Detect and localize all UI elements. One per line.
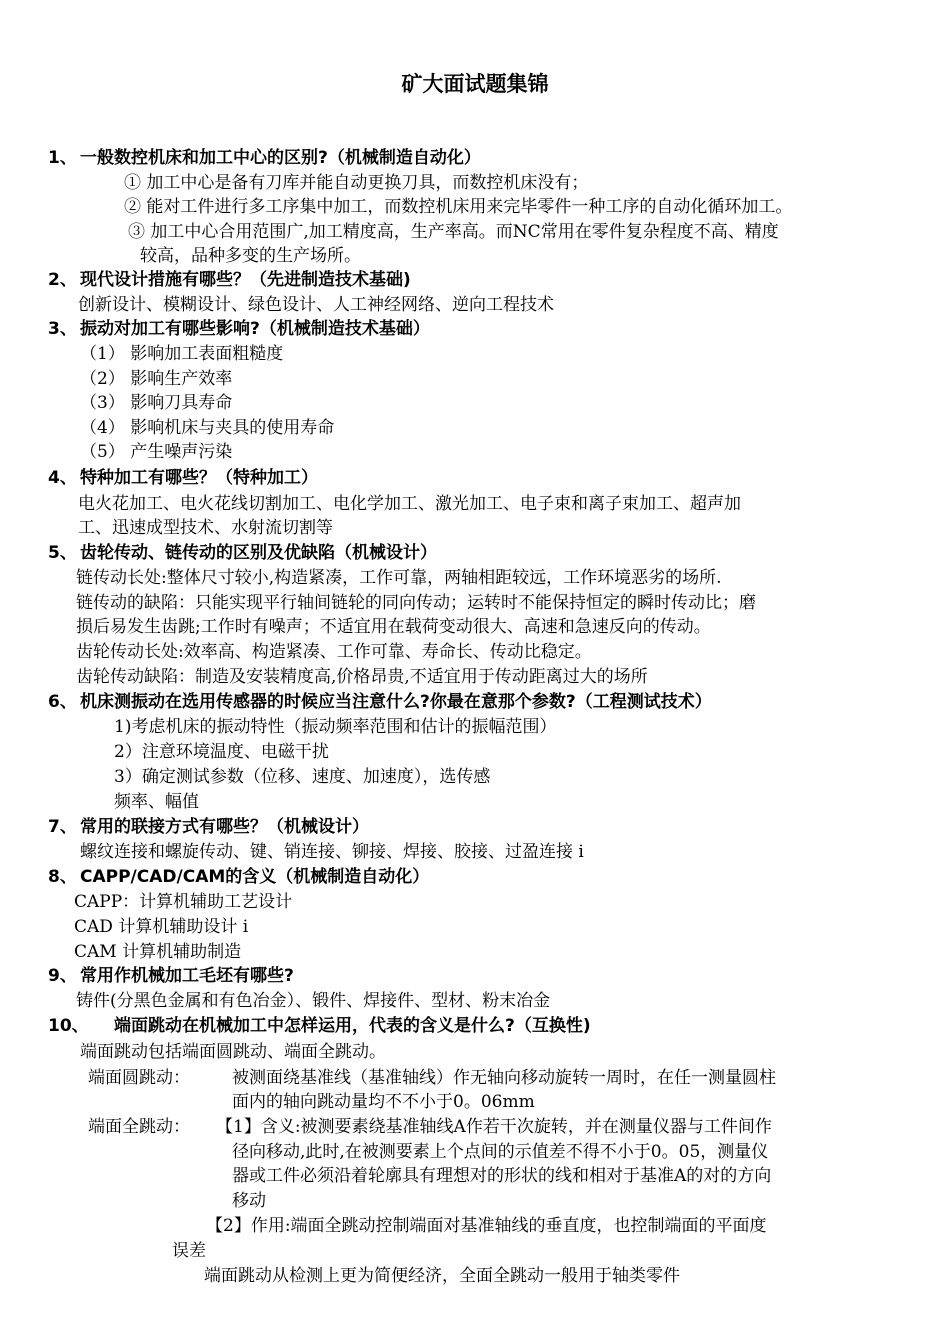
answer-line: 移动 xyxy=(232,1191,266,1211)
question-number: 5、 xyxy=(48,543,77,563)
question-5-heading xyxy=(48,541,437,565)
answer-line: 面内的轴向跳动量均不不小于0。06mm xyxy=(232,1092,535,1112)
answer-line: （2） 影响生产效率 xyxy=(80,369,233,389)
answer-label: 端面圆跳动： xyxy=(88,1068,190,1088)
answer-line: CAD 计算机辅助设计 i xyxy=(74,917,249,937)
page-title: 矿大面试题集锦 xyxy=(401,72,549,96)
question-text: 振动对加工有哪些影响?（机械制造技术基础） xyxy=(80,319,430,339)
answer-line: ② 能对工件进行多工序集中加工，而数控机床用来完毕零件一种工序的自动化循环加工。 xyxy=(124,197,793,217)
answer-line: 端面跳动从检测上更为简便经济，全面全跳动一般用于轴类零件 xyxy=(204,1266,680,1286)
question-7-heading xyxy=(48,815,369,839)
question-9-heading xyxy=(48,964,294,988)
question-6-heading xyxy=(48,690,712,714)
question-text: 常用作机械加工毛坯有哪些? xyxy=(80,966,294,986)
answer-line: 齿轮传动长处:效率高、构造紧凑、工作可靠、寿命长、传动比稳定。 xyxy=(76,642,592,662)
question-number: 7、 xyxy=(48,817,77,837)
answer-line: 较高，品种多变的生产场所。 xyxy=(140,246,361,266)
answer-line: 【1】含义:被测要素绕基准轴线A作若干次旋转，并在测量仪器与工件间作 xyxy=(216,1117,772,1137)
question-number: 2、 xyxy=(48,270,77,290)
question-number: 8、 xyxy=(48,867,77,887)
answer-line: 创新设计、模糊设计、绿色设计、人工神经网络、逆向工程技术 xyxy=(78,295,554,315)
question-1-heading xyxy=(48,146,481,170)
answer-line: ① 加工中心是备有刀库并能自动更换刀具，而数控机床没有； xyxy=(124,173,589,193)
question-10-heading xyxy=(48,1014,591,1038)
question-number: 3、 xyxy=(48,319,77,339)
answer-line: 损后易发生齿跳;工作时有噪声；不适宜用在载荷变动很大、高速和急速反向的传动。 xyxy=(76,617,711,637)
question-number: 1、 xyxy=(48,148,77,168)
question-text: 现代设计措施有哪些？（先进制造技术基础) xyxy=(80,270,411,290)
question-text: 常用的联接方式有哪些？（机械设计） xyxy=(80,817,369,837)
answer-line: 【2】作用:端面全跳动控制端面对基准轴线的垂直度，也控制端面的平面度 xyxy=(206,1216,767,1236)
question-number: 9、 xyxy=(48,966,77,986)
answer-line: 3）确定测试参数（位移、速度、加速度），选传感 xyxy=(114,767,491,787)
answer-line: 2）注意环境温度、电磁干扰 xyxy=(114,742,329,762)
question-text: 机床测振动在选用传感器的时候应当注意什么?你最在意那个参数?（工程测试技术） xyxy=(80,692,712,712)
answer-line: 电火花加工、电火花线切割加工、电化学加工、激光加工、电子束和离子束加工、超声加 xyxy=(78,494,741,514)
answer-line: 链传动的缺陷：只能实现平行轴间链轮的同向传动；运转时不能保持恒定的瞬时传动比；磨 xyxy=(76,593,756,613)
question-number: 6、 xyxy=(48,692,77,712)
answer-line: 误差 xyxy=(172,1241,206,1261)
answer-line: 工、迅速成型技术、水射流切割等 xyxy=(78,518,333,538)
answer-line: CAM 计算机辅助制造 xyxy=(74,942,242,962)
answer-line: （1） 影响加工表面粗糙度 xyxy=(80,344,284,364)
question-number: 10、 xyxy=(48,1016,89,1036)
answer-line: 链传动长处:整体尺寸较小,构造紧凑，工作可靠，两轴相距较远，工作环境恶劣的场所. xyxy=(76,568,722,588)
question-2-heading xyxy=(48,268,411,292)
question-text: 一般数控机床和加工中心的区别?（机械制造自动化） xyxy=(80,148,481,168)
answer-line: ③ 加工中心合用范围广,加工精度高，生产率高。而NC常用在零件复杂程度不高、精度 xyxy=(128,222,779,242)
question-number: 4、 xyxy=(48,468,77,488)
answer-line: 铸件(分黑色金属和有色冶金）、锻件、焊接件、型材、粉末冶金 xyxy=(76,991,551,1011)
answer-line: CAPP：计算机辅助工艺设计 xyxy=(74,892,293,912)
answer-line: （5） 产生噪声污染 xyxy=(80,442,233,462)
question-text: CAPP/CAD/CAM的含义（机械制造自动化） xyxy=(80,867,430,887)
answer-line: 端面跳动包括端面圆跳动、端面全跳动。 xyxy=(80,1042,386,1062)
answer-line: 被测面绕基准线（基准轴线）作无轴向移动旋转一周时，在任一测量圆柱 xyxy=(232,1068,776,1088)
question-8-heading xyxy=(48,865,429,889)
answer-label: 端面全跳动： xyxy=(88,1117,190,1137)
answer-line: 1)考虑机床的振动特性（振动频率范围和估计的振幅范围） xyxy=(114,717,557,737)
question-3-heading xyxy=(48,317,430,341)
question-text: 齿轮传动、链传动的区别及优缺陷（机械设计） xyxy=(80,543,437,563)
answer-line: （4） 影响机床与夹具的使用寿命 xyxy=(80,418,335,438)
question-4-heading xyxy=(48,466,318,490)
question-text: 特种加工有哪些？（特种加工） xyxy=(80,468,318,488)
answer-line: 齿轮传动缺陷：制造及安装精度高,价格昂贵,不适宜用于传动距离过大的场所 xyxy=(76,667,648,687)
answer-line: 螺纹连接和螺旋传动、键、销连接、铆接、焊接、胶接、过盈连接 i xyxy=(80,842,584,862)
answer-line: （3） 影响刀具寿命 xyxy=(80,393,233,413)
answer-line: 径向移动,此时,在被测要素上个点间的示值差不得不小于0。05，测量仪 xyxy=(232,1142,769,1162)
answer-line: 器或工件必须沿着轮廓具有理想对的形状的线和相对于基准A的对的方向 xyxy=(232,1166,772,1186)
answer-line: 频率、幅值 xyxy=(114,792,199,812)
question-text: 端面跳动在机械加工中怎样运用，代表的含义是什么?（互换性) xyxy=(114,1016,591,1036)
